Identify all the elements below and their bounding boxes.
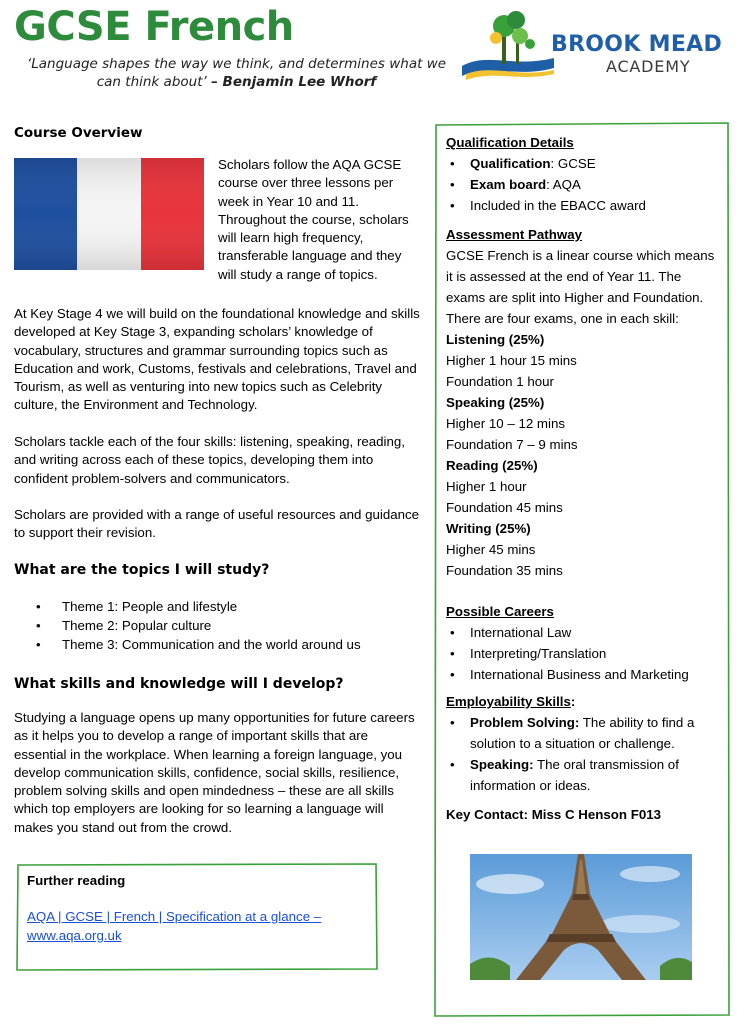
item-value: Included in the EBACC award [470, 198, 646, 213]
list-item: • International Law [446, 622, 722, 643]
item-label: Qualification [470, 156, 551, 171]
course-overview-heading: Course Overview [14, 125, 143, 141]
eiffel-tower-image [470, 854, 692, 980]
list-item: • Theme 1: People and lifestyle [14, 598, 361, 617]
further-reading-box [16, 863, 378, 971]
employability-heading-suffix: : [570, 694, 576, 709]
speaking-foundation: Foundation 7 – 9 mins [446, 437, 578, 452]
careers-heading: Possible Careers [446, 604, 554, 619]
overview-paragraph-2: Scholars tackle each of the four skills: listening, speaking, reading, and writing across each of these topics, developing them into confident problem-solvers and communicators. [14, 434, 405, 486]
writing-heading: Writing (25%) [446, 521, 531, 536]
french-flag-image [14, 158, 204, 270]
topics-list [14, 598, 361, 655]
item-value: The ability to find a solution to a situation or challenge. [470, 715, 695, 751]
reading-foundation: Foundation 45 mins [446, 500, 563, 515]
list-item [446, 195, 722, 216]
skills-paragraph: Studying a language opens up many opportunities for future careers as it helps you to develop a range of important skills that are essential in the workplace. When learning a foreign language, you develop communication skills, confidence, social skills, resilience, problem solving skills and open mindedness – these are all skills which top employers are looking for so learning a language will makes you stand out from the crowd. [14, 710, 415, 835]
skills-heading: What skills and knowledge will I develop? [14, 676, 344, 692]
right-column-box [434, 122, 730, 1017]
item-label: Speaking: [470, 757, 534, 772]
item-value: : GCSE [550, 156, 596, 171]
listening-foundation: Foundation 1 hour [446, 374, 554, 389]
list-item: • Theme 3: Communication and the world around us [14, 636, 361, 655]
speaking-higher: Higher 10 – 12 mins [446, 416, 565, 431]
school-logo [458, 8, 728, 88]
overview-paragraph-3: Scholars are provided with a range of useful resources and guidance to support their revision. [14, 507, 420, 541]
item-value: The oral transmission of information or ideas. [470, 757, 679, 793]
logo-sub: ACADEMY [606, 57, 691, 76]
listening-heading: Listening (25%) [446, 332, 545, 347]
speaking-heading: Speaking (25%) [446, 395, 545, 410]
assessment-intro: GCSE French is a linear course which means it is assessed at the end of Year 11. The exams are split into Higher and Foundation. There are four exams, one in each skill: [446, 248, 715, 326]
qualification-heading: Qualification Details [446, 135, 574, 150]
aqa-specification-link[interactable]: AQA | GCSE | French | Specification at a glance – www.aqa.org.uk [27, 909, 322, 943]
writing-foundation: Foundation 35 mins [446, 563, 563, 578]
list-item: • Interpreting/Translation [446, 643, 722, 664]
qualification-list [446, 153, 722, 216]
further-reading-title: Further reading [27, 873, 126, 888]
list-item [446, 174, 722, 195]
overview-intro: Scholars follow the AQA GCSE course over three lessons per week in Year 10 and 11. Throughout the course, scholars will learn high frequency, transferable language and they will study a range of topics. [218, 157, 409, 282]
listening-higher: Higher 1 hour 15 mins [446, 353, 577, 368]
page-title: GCSE French [14, 4, 294, 50]
careers-list [446, 622, 722, 685]
writing-higher: Higher 45 mins [446, 542, 536, 557]
list-item: • Theme 2: Popular culture [14, 617, 361, 636]
employability-heading: Employability Skills [446, 694, 571, 709]
logo-tree-icon [458, 8, 558, 84]
reading-higher: Higher 1 hour [446, 479, 527, 494]
quote-author: – Benjamin Lee Whorf [211, 74, 377, 90]
quote-text: ‘Language shapes the way we think, and determines what we can think about’ [26, 56, 447, 90]
list-item [446, 754, 722, 796]
logo-name: BROOK MEAD [551, 32, 723, 57]
list-item [446, 153, 722, 174]
reading-heading: Reading (25%) [446, 458, 538, 473]
key-contact: Key Contact: Miss C Henson F013 [446, 807, 662, 822]
employability-heading-row [446, 691, 722, 712]
left-column [14, 120, 424, 835]
list-item [446, 712, 722, 754]
assessment-heading: Assessment Pathway [446, 227, 582, 242]
right-column-content [446, 132, 722, 825]
item-value: : AQA [546, 177, 581, 192]
employability-list [446, 712, 722, 796]
item-label: Problem Solving: [470, 715, 580, 730]
list-item: • International Business and Marketing [446, 664, 722, 685]
quote [14, 55, 459, 91]
overview-paragraph-1: At Key Stage 4 we will build on the foundational knowledge and skills developed at Key Stage 3, expanding scholars’ knowledge of vocabulary, structures and grammar surrounding topics such as Education and work, Customs, festivals and celebrations, Travel and Tourism, as well as venturing into new topics such as Celebrity culture, the Environment and Technology. [14, 306, 420, 413]
topics-heading: What are the topics I will study? [14, 562, 270, 578]
item-label: Exam board [470, 177, 547, 192]
